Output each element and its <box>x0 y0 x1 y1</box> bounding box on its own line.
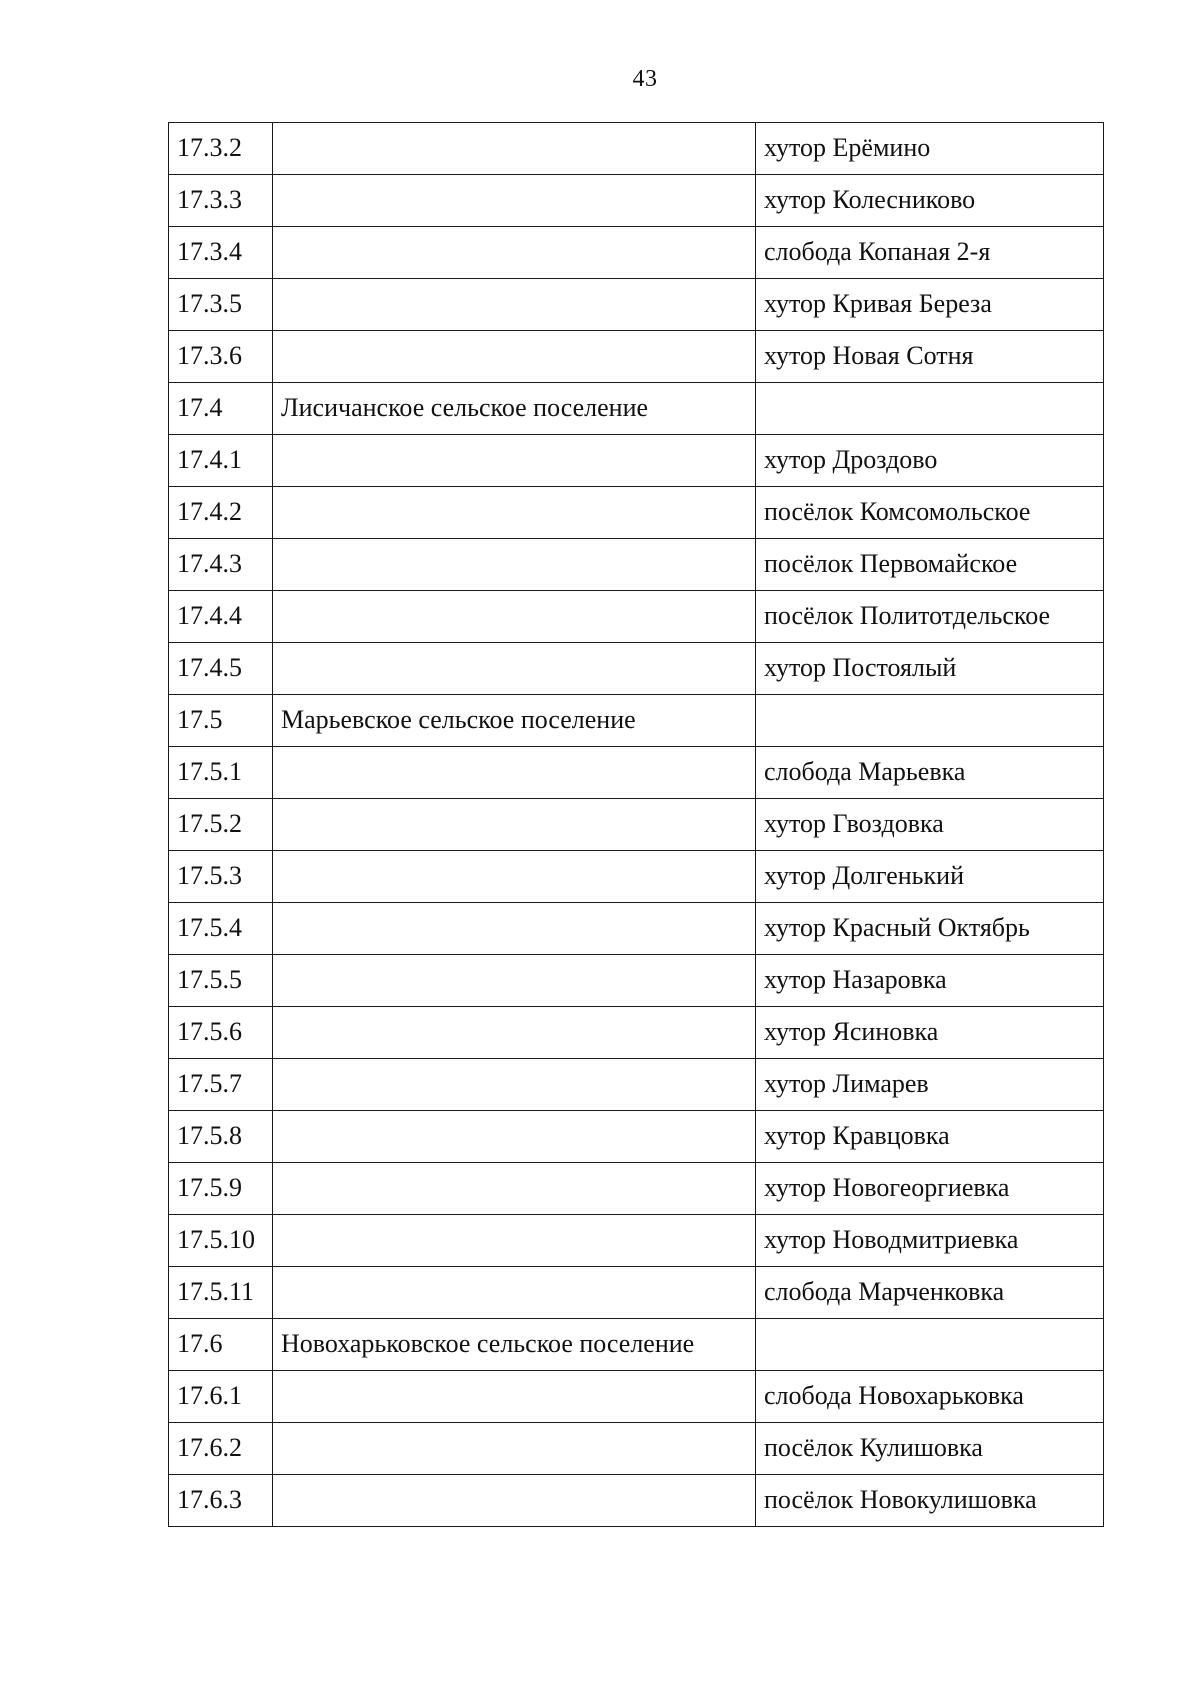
row-number-cell: 17.4.2 <box>169 487 273 539</box>
table-row <box>169 747 1104 799</box>
settlement-name-cell <box>273 851 756 903</box>
row-number-cell: 17.5 <box>169 695 273 747</box>
locality-cell: хутор Кривая Береза <box>756 279 1104 331</box>
settlement-name-cell <box>273 1163 756 1215</box>
settlement-name-cell <box>273 903 756 955</box>
settlement-name-cell <box>273 227 756 279</box>
table-row <box>169 903 1104 955</box>
row-number-cell: 17.5.6 <box>169 1007 273 1059</box>
locality-cell: посёлок Новокулишовка <box>756 1475 1104 1527</box>
locality-cell: посёлок Первомайское <box>756 539 1104 591</box>
row-number-cell: 17.5.11 <box>169 1267 273 1319</box>
locality-cell: посёлок Политотдельское <box>756 591 1104 643</box>
row-number-cell: 17.3.4 <box>169 227 273 279</box>
locality-cell: слобода Марьевка <box>756 747 1104 799</box>
locality-cell <box>756 383 1104 435</box>
row-number-cell: 17.3.3 <box>169 175 273 227</box>
locality-cell: посёлок Кулишовка <box>756 1423 1104 1475</box>
settlement-name-cell <box>273 1215 756 1267</box>
settlement-name-cell <box>273 279 756 331</box>
row-number-cell: 17.5.7 <box>169 1059 273 1111</box>
table-row <box>169 123 1104 175</box>
locality-cell: хутор Кравцовка <box>756 1111 1104 1163</box>
settlement-name-cell <box>273 1267 756 1319</box>
table-row <box>169 1111 1104 1163</box>
settlement-name-cell <box>273 175 756 227</box>
table-row <box>169 1007 1104 1059</box>
table-row <box>169 1267 1104 1319</box>
table-row <box>169 227 1104 279</box>
settlement-name-cell <box>273 1111 756 1163</box>
row-number-cell: 17.5.10 <box>169 1215 273 1267</box>
settlement-name-cell <box>273 487 756 539</box>
table-row <box>169 1059 1104 1111</box>
table-row <box>169 331 1104 383</box>
row-number-cell: 17.4.1 <box>169 435 273 487</box>
settlement-name-cell <box>273 123 756 175</box>
table-row <box>169 695 1104 747</box>
table-row <box>169 1319 1104 1371</box>
table-row <box>169 955 1104 1007</box>
settlement-name-cell: Лисичанское сельское поселение <box>273 383 756 435</box>
row-number-cell: 17.5.2 <box>169 799 273 851</box>
settlement-name-cell <box>273 643 756 695</box>
table-row <box>169 279 1104 331</box>
settlement-name-cell <box>273 955 756 1007</box>
row-number-cell: 17.5.8 <box>169 1111 273 1163</box>
table-row <box>169 591 1104 643</box>
settlement-name-cell: Марьевское сельское поселение <box>273 695 756 747</box>
locality-cell: слобода Новохарьковка <box>756 1371 1104 1423</box>
locality-cell: слобода Копаная 2-я <box>756 227 1104 279</box>
row-number-cell: 17.5.1 <box>169 747 273 799</box>
row-number-cell: 17.5.9 <box>169 1163 273 1215</box>
table-row <box>169 383 1104 435</box>
locality-cell: хутор Новая Сотня <box>756 331 1104 383</box>
table-row <box>169 799 1104 851</box>
settlement-name-cell: Новохарьковское сельское поселение <box>273 1319 756 1371</box>
row-number-cell: 17.4.5 <box>169 643 273 695</box>
table-row <box>169 1371 1104 1423</box>
row-number-cell: 17.6.2 <box>169 1423 273 1475</box>
locality-cell <box>756 695 1104 747</box>
locality-cell: хутор Лимарев <box>756 1059 1104 1111</box>
locality-cell: хутор Назаровка <box>756 955 1104 1007</box>
settlement-name-cell <box>273 591 756 643</box>
table-row <box>169 1475 1104 1527</box>
row-number-cell: 17.3.2 <box>169 123 273 175</box>
row-number-cell: 17.3.5 <box>169 279 273 331</box>
locality-cell: хутор Новогеоргиевка <box>756 1163 1104 1215</box>
table-row <box>169 1423 1104 1475</box>
row-number-cell: 17.5.5 <box>169 955 273 1007</box>
locality-cell: хутор Дроздово <box>756 435 1104 487</box>
settlement-name-cell <box>273 1423 756 1475</box>
row-number-cell: 17.4.3 <box>169 539 273 591</box>
locality-cell: слобода Марченковка <box>756 1267 1104 1319</box>
table-body <box>169 123 1104 1527</box>
row-number-cell: 17.5.3 <box>169 851 273 903</box>
row-number-cell: 17.5.4 <box>169 903 273 955</box>
row-number-cell: 17.3.6 <box>169 331 273 383</box>
table-row <box>169 539 1104 591</box>
row-number-cell: 17.6.1 <box>169 1371 273 1423</box>
locality-cell: хутор Гвоздовка <box>756 799 1104 851</box>
table-row <box>169 643 1104 695</box>
row-number-cell: 17.6 <box>169 1319 273 1371</box>
settlement-name-cell <box>273 1371 756 1423</box>
row-number-cell: 17.6.3 <box>169 1475 273 1527</box>
locality-cell: хутор Ясиновка <box>756 1007 1104 1059</box>
settlement-name-cell <box>273 799 756 851</box>
locality-cell: хутор Новодмитриевка <box>756 1215 1104 1267</box>
locality-cell: хутор Ерёмино <box>756 123 1104 175</box>
table-row <box>169 435 1104 487</box>
table-row <box>169 487 1104 539</box>
page-number: 43 <box>632 66 658 92</box>
locality-cell: посёлок Комсомольское <box>756 487 1104 539</box>
locality-cell: хутор Колесниково <box>756 175 1104 227</box>
settlement-name-cell <box>273 1475 756 1527</box>
locality-cell <box>756 1319 1104 1371</box>
settlements-table <box>168 122 1104 1527</box>
row-number-cell: 17.4.4 <box>169 591 273 643</box>
table-row <box>169 175 1104 227</box>
settlement-name-cell <box>273 435 756 487</box>
settlement-name-cell <box>273 539 756 591</box>
table-row <box>169 1215 1104 1267</box>
table-row <box>169 851 1104 903</box>
settlement-name-cell <box>273 1059 756 1111</box>
locality-cell: хутор Постоялый <box>756 643 1104 695</box>
settlement-name-cell <box>273 747 756 799</box>
row-number-cell: 17.4 <box>169 383 273 435</box>
table-row <box>169 1163 1104 1215</box>
settlement-name-cell <box>273 1007 756 1059</box>
locality-cell: хутор Красный Октябрь <box>756 903 1104 955</box>
settlement-name-cell <box>273 331 756 383</box>
locality-cell: хутор Долгенький <box>756 851 1104 903</box>
